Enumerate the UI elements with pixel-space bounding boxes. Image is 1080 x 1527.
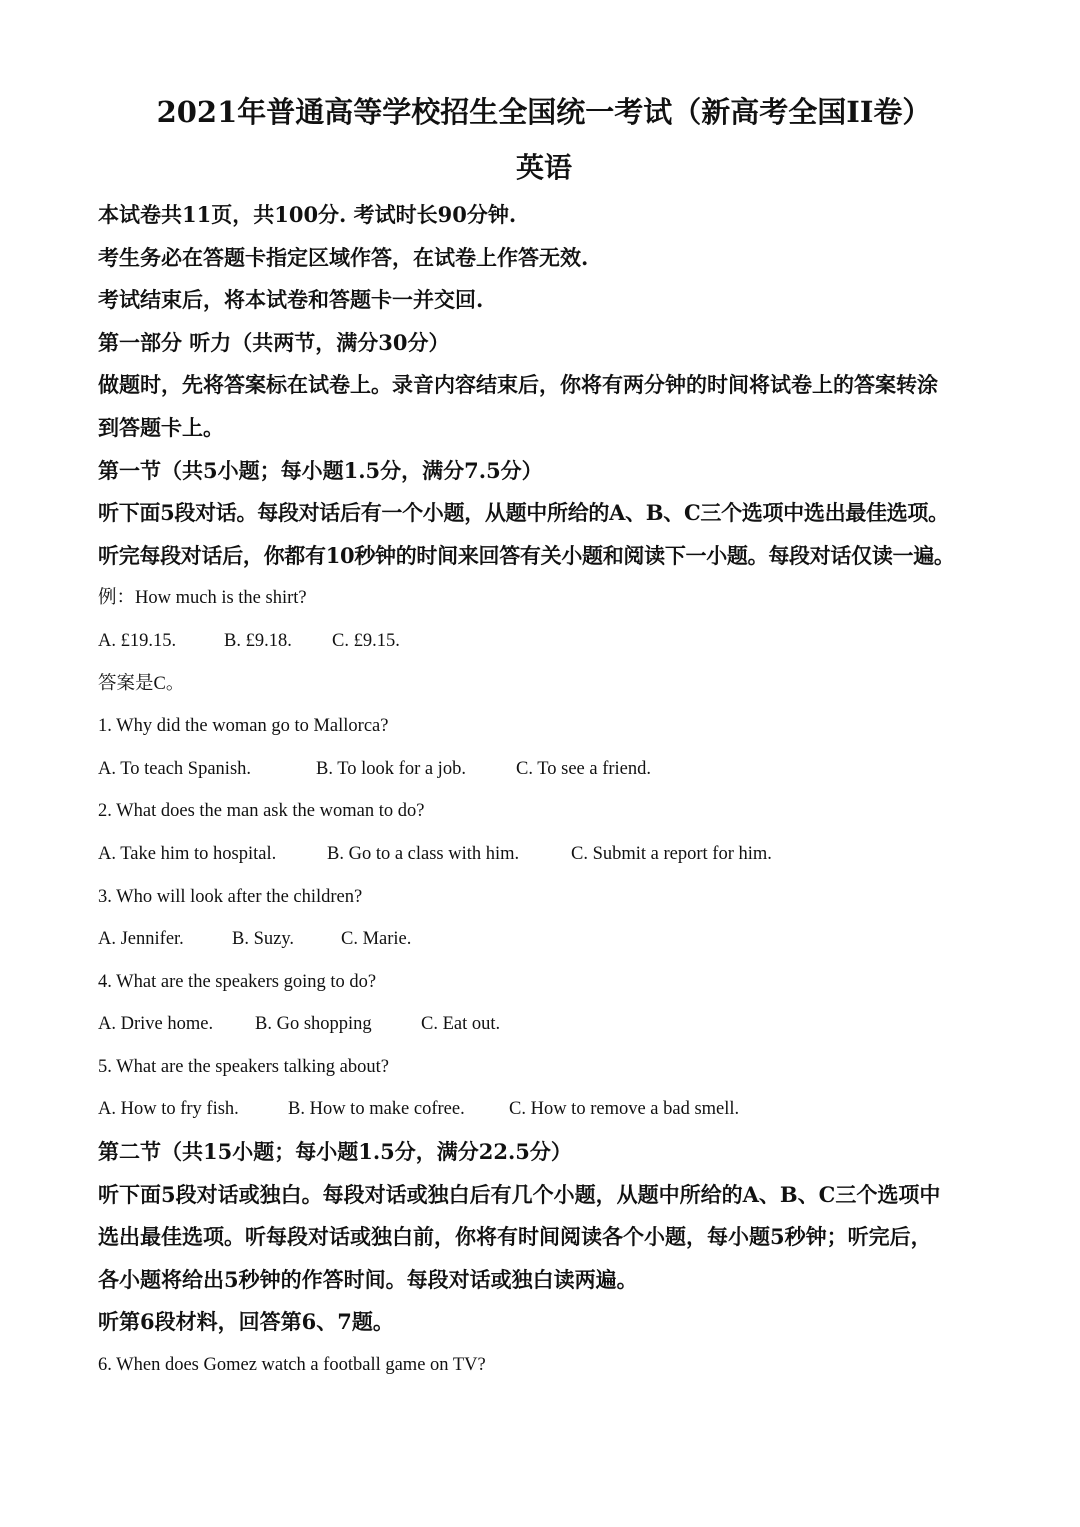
option-c: C. To see a friend. (516, 758, 652, 779)
option-a: A. How to fry fish. (98, 1099, 239, 1120)
option-a: A. To teach Spanish. (98, 758, 252, 779)
section2-heading: 第二节（共15小题；每小题1.5分，满分22.5分） (98, 1139, 572, 1165)
option-b: B. Go to a class with him. (327, 843, 520, 864)
question-text: 4. What are the speakers going to do? (98, 971, 377, 992)
question-options (98, 1088, 998, 1131)
section2-instruction: 各小题将给出5秒钟的作答时间。每段对话或独白读两遍。 (98, 1266, 638, 1292)
option-c: C. Eat out. (421, 1014, 501, 1035)
option-a: A. £19.15. (98, 630, 177, 651)
option-c: C. How to remove a bad smell. (509, 1099, 740, 1120)
question-options (98, 1003, 998, 1046)
question-text: 1. Why did the woman go to Mallorca? (98, 716, 389, 737)
question-options (98, 833, 998, 876)
part1-heading: 第一部分 听力（共两节，满分30分） (98, 329, 450, 355)
question-options (98, 918, 998, 961)
section2-instruction: 选出最佳选项。听每段对话或独白前，你将有时间阅读各个小题，每小题5秒钟；听完后， (98, 1224, 932, 1250)
exam-page (98, 90, 998, 1387)
option-b: B. To look for a job. (316, 758, 466, 779)
option-c: C. Submit a report for him. (571, 843, 772, 864)
example-question: 例：How much is the shirt? (98, 588, 307, 609)
option-b: B. How to make cofree. (288, 1099, 465, 1120)
option-b: B. Suzy. (232, 929, 295, 950)
exam-note: 考生务必在答题卡指定区域作答，在试卷上作答无效. (98, 244, 589, 270)
option-b: B. £9.18. (224, 630, 292, 651)
exam-title: 2021年普通高等学校招生全国统一考试（新高考全国II卷） (156, 95, 932, 129)
option-c: C. Marie. (341, 929, 412, 950)
option-a: A. Take him to hospital. (98, 843, 277, 864)
option-a: A. Jennifer. (98, 929, 184, 950)
question-text: 5. What are the speakers talking about? (98, 1056, 389, 1077)
option-a: A. Drive home. (98, 1014, 214, 1035)
example-options (98, 620, 998, 663)
exam-note: 本试卷共11页，共100分. 考试时长90分钟. (98, 202, 517, 227)
option-c: C. £9.15. (332, 630, 400, 651)
section1-instruction: 听完每段对话后，你都有10秒钟的时间来回答有关小题和阅读下一小题。每段对话仅读一遍。 (98, 542, 955, 568)
section1-heading: 第一节（共5小题；每小题1.5分，满分7.5分） (98, 457, 543, 483)
section1-instruction: 听下面5段对话。每段对话后有一个小题，从题中所给的A、B、C三个选项中选出最佳选项。 (98, 500, 949, 526)
question-options (98, 748, 998, 791)
question-text: 3. Who will look after the children? (98, 886, 363, 907)
question-text: 2. What does the man ask the woman to do? (98, 801, 425, 822)
subject-title: 英语 (515, 151, 572, 184)
example-answer: 答案是C。 (98, 673, 185, 694)
question-text: 6. When does Gomez watch a football game on TV? (98, 1355, 486, 1376)
section2-instruction: 听下面5段对话或独白。每段对话或独白后有几个小题，从题中所给的A、B、C三个选项中 (98, 1181, 941, 1207)
part1-instruction: 到答题卡上。 (98, 414, 224, 440)
material-heading: 听第6段材料，回答第6、7题。 (98, 1309, 394, 1335)
exam-note: 考试结束后，将本试卷和答题卡一并交回. (98, 287, 484, 313)
part1-instruction: 做题时，先将答案标在试卷上。录音内容结束后，你将有两分钟的时间将试卷上的答案转涂 (98, 372, 938, 398)
option-b: B. Go shopping (255, 1014, 372, 1035)
